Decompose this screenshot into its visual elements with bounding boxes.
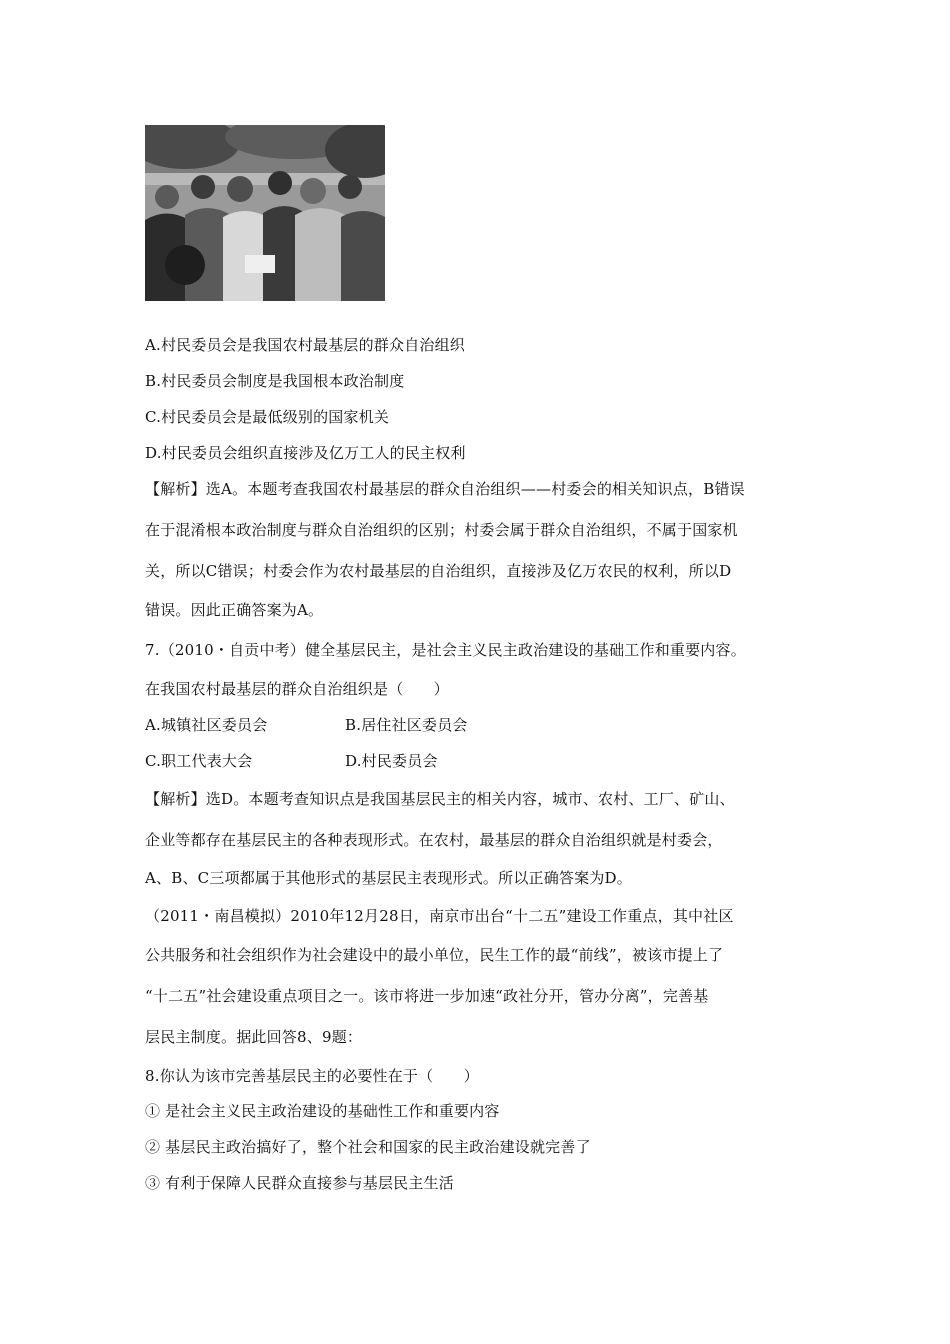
village-meeting-photo [145,125,385,301]
q7-stem-line: 7.（2010・自贡中考）健全基层民主，是社会主义民主政治建设的基础工作和重要内容。 [145,641,746,659]
q7-stem-line: 在我国农村最基层的群众自治组织是（ ） [145,680,450,698]
q8-item: ③ 有利于保障人民群众直接参与基层民主生活 [145,1174,454,1192]
q7-analysis-line: 【解析】选D。本题考查知识点是我国基层民主的相关内容，城市、农村、工厂、矿山、 [145,790,735,808]
material-line: 公共服务和社会组织作为社会建设中的最小单位，民生工作的最“前线”，被该市提上了 [145,946,724,964]
q6-option-a: A.村民委员会是我国农村最基层的群众自治组织 [145,336,466,354]
q7-option-c: C.职工代表大会 [145,752,253,770]
q6-analysis-line: 【解析】选A。本题考查我国农村最基层的群众自治组织——村委会的相关知识点，B错误 [145,480,745,498]
q6-analysis-line: 关，所以C错误；村委会作为农村最基层的自治组织，直接涉及亿万农民的权利，所以D [145,562,732,580]
q7-option-row [145,715,468,735]
q6-analysis-line: 在于混淆根本政治制度与群众自治组织的区别；村委会属于群众自治组织，不属于国家机 [145,521,738,539]
q8-item: ① 是社会主义民主政治建设的基础性工作和重要内容 [145,1102,500,1120]
q7-option-b: B.居住社区委员会 [345,716,468,734]
q8-stem: 8.你认为该市完善基层民主的必要性在于（ ） [145,1067,479,1085]
q6-option-c: C.村民委员会是最低级别的国家机关 [145,408,390,426]
q8-item: ② 基层民主政治搞好了，整个社会和国家的民主政治建设就完善了 [145,1138,591,1156]
q7-option-a: A.城镇社区委员会 [145,716,268,734]
q7-analysis-line: 企业等都存在基层民主的各种表现形式。在农村，最基层的群众自治组织就是村委会， [145,831,723,849]
q6-option-b: B.村民委员会制度是我国根本政治制度 [145,372,405,390]
q6-analysis-line: 错误。因此正确答案为A。 [145,601,324,619]
material-line: 层民主制度。据此回答8、9题： [145,1028,363,1046]
q7-analysis-line: A、B、C三项都属于其他形式的基层民主表现形式。所以正确答案为D。 [145,869,632,887]
q7-option-d: D.村民委员会 [345,752,438,770]
material-line: “十二五”社会建设重点项目之一。该市将进一步加速“政社分开，管办分离”，完善基 [145,987,709,1005]
material-line: （2011・南昌模拟）2010年12月28日，南京市出台“十二五”建设工作重点，其中社区 [145,907,734,925]
q6-option-d: D.村民委员会组织直接涉及亿万工人的民主权利 [145,444,466,462]
q7-option-row [145,751,438,771]
